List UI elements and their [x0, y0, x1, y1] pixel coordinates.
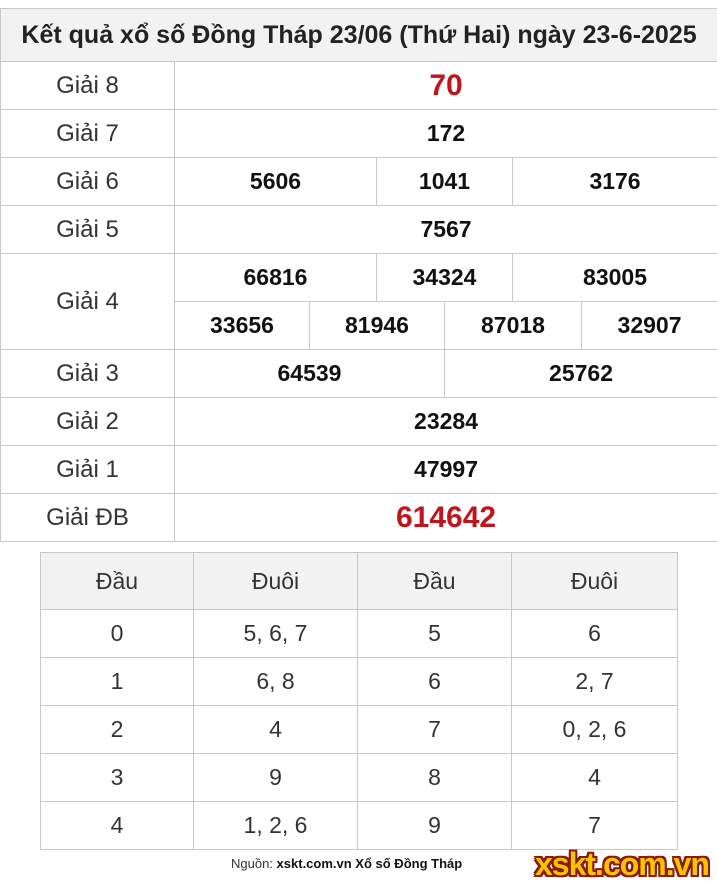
table-cell: 9 [194, 754, 358, 802]
table-cell: 0, 2, 6 [512, 706, 678, 754]
table-cell: 8 [358, 754, 512, 802]
column-header: Đuôi [194, 553, 358, 610]
prize-value: 87018 [445, 302, 582, 350]
prize-label: Giải ĐB [1, 494, 175, 542]
site-logo: xskt.com.vn [535, 846, 709, 883]
prize-label: Giải 1 [1, 446, 175, 494]
prize-row-db [1, 494, 717, 542]
table-cell: 6 [358, 658, 512, 706]
prize-label: Giải 6 [1, 158, 175, 206]
prize-value: 1041 [377, 158, 513, 206]
table-cell: 0 [41, 610, 194, 658]
prize-value: 172 [175, 110, 717, 158]
page-title: Kết quả xổ số Đồng Tháp 23/06 (Thứ Hai) ngày 23-6-2025 [1, 9, 717, 62]
column-header: Đầu [41, 553, 194, 610]
table-cell: 3 [41, 754, 194, 802]
table-cell: 7 [358, 706, 512, 754]
prize-value: 32907 [582, 302, 717, 350]
prize-row-g5 [1, 206, 717, 254]
dau-duoi-table [40, 552, 678, 850]
results-table [0, 8, 717, 542]
prize-row-g1 [1, 446, 717, 494]
prize-row-g7 [1, 110, 717, 158]
table-cell: 7 [512, 802, 678, 850]
prize-value: 7567 [175, 206, 717, 254]
table-row [41, 802, 678, 850]
prize-value: 23284 [175, 398, 717, 446]
prize-value: 70 [175, 62, 717, 110]
prize-value: 66816 [175, 254, 377, 302]
table-row [41, 754, 678, 802]
column-header: Đuôi [512, 553, 678, 610]
table-cell: 4 [512, 754, 678, 802]
prize-label: Giải 2 [1, 398, 175, 446]
source-prefix: Nguồn: [231, 856, 273, 871]
table-cell: 9 [358, 802, 512, 850]
prize-row-g4 [1, 254, 717, 302]
table-header-row [41, 553, 678, 610]
prize-value: 33656 [175, 302, 310, 350]
table-cell: 4 [41, 802, 194, 850]
prize-row-g2 [1, 398, 717, 446]
prize-value: 64539 [175, 350, 445, 398]
prize-value: 47997 [175, 446, 717, 494]
source-site: xskt.com.vn Xổ số Đồng Tháp [277, 856, 463, 871]
table-cell: 4 [194, 706, 358, 754]
table-cell: 1, 2, 6 [194, 802, 358, 850]
table-cell: 2, 7 [512, 658, 678, 706]
prize-label: Giải 4 [1, 254, 175, 350]
table-cell: 6, 8 [194, 658, 358, 706]
prize-row-g3 [1, 350, 717, 398]
column-header: Đầu [358, 553, 512, 610]
prize-row-g6 [1, 158, 717, 206]
prize-label: Giải 7 [1, 110, 175, 158]
prize-value: 83005 [513, 254, 717, 302]
table-cell: 5 [358, 610, 512, 658]
prize-value: 25762 [445, 350, 717, 398]
table-cell: 1 [41, 658, 194, 706]
table-cell: 6 [512, 610, 678, 658]
prize-value: 81946 [310, 302, 445, 350]
prize-row-g8 [1, 62, 717, 110]
table-row [41, 706, 678, 754]
table-row [41, 610, 678, 658]
prize-label: Giải 5 [1, 206, 175, 254]
prize-value: 34324 [377, 254, 513, 302]
prize-value: 5606 [175, 158, 377, 206]
source-credit [231, 856, 462, 871]
prize-label: Giải 3 [1, 350, 175, 398]
prize-label: Giải 8 [1, 62, 175, 110]
table-cell: 2 [41, 706, 194, 754]
special-prize-value: 614642 [175, 494, 717, 542]
table-row [41, 658, 678, 706]
prize-value: 3176 [513, 158, 717, 206]
table-cell: 5, 6, 7 [194, 610, 358, 658]
